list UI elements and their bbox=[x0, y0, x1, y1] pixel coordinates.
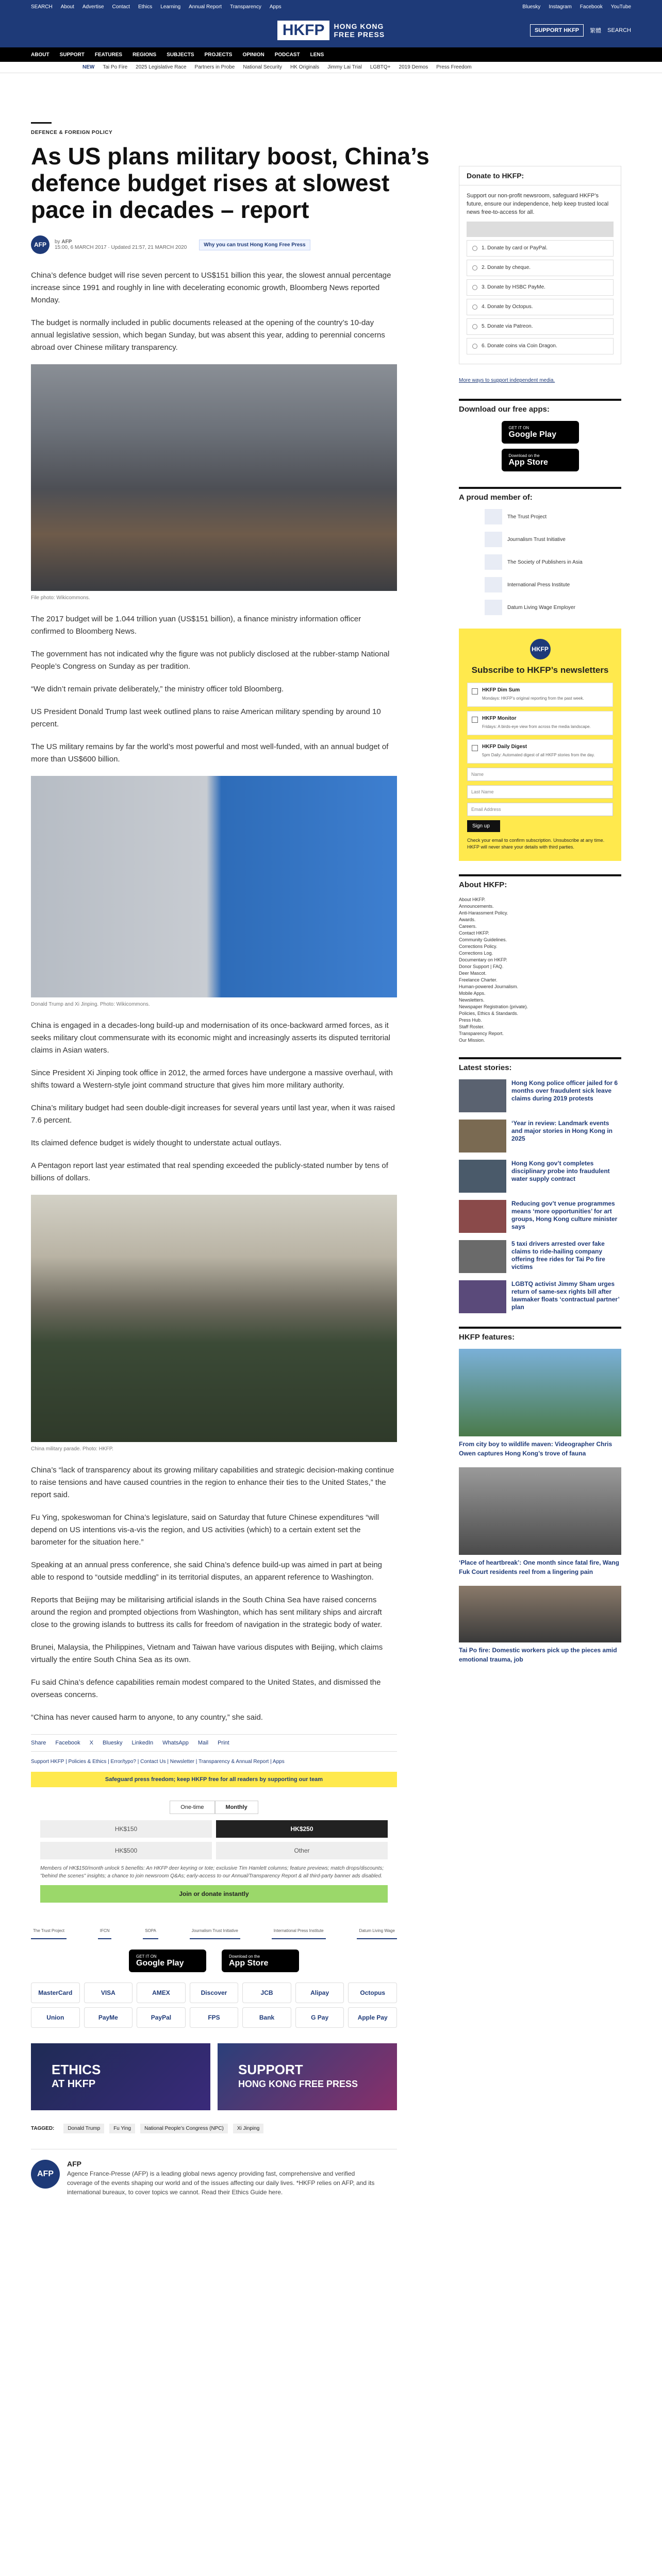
google-play-button[interactable]: GET IT ON Google Play bbox=[502, 421, 579, 444]
donate-option[interactable]: 6. Donate coins via Coin Dragon. bbox=[467, 338, 614, 354]
meta-links[interactable]: Support HKFP | Policies & Ethics | Error/typo? | Contact Us | Newsletter | Transparency & Annual Report | Apps bbox=[31, 1759, 285, 1765]
about-link[interactable]: Corrections Policy. bbox=[459, 944, 498, 949]
member-logo[interactable]: Datum Living Wage Employer bbox=[459, 600, 621, 615]
share-linkedin[interactable]: LinkedIn bbox=[131, 1740, 154, 1746]
join-button[interactable]: Join or donate instantly bbox=[40, 1885, 388, 1903]
nav-item[interactable]: LENS bbox=[310, 52, 324, 58]
app-store-button[interactable]: Download on the App Store bbox=[222, 1950, 299, 1972]
donate-option[interactable]: 5. Donate via Patreon. bbox=[467, 318, 614, 335]
amount-option[interactable]: Other bbox=[216, 1842, 388, 1859]
donate-widget bbox=[31, 1795, 397, 1908]
name-field[interactable]: Name bbox=[467, 768, 613, 781]
payment-icon: MasterCard bbox=[31, 1982, 80, 2003]
partner-logos bbox=[31, 1923, 397, 1939]
payment-icon: Bank bbox=[242, 2007, 291, 2028]
payment-icon: Apple Pay bbox=[348, 2007, 397, 2028]
payment-icon: G Pay bbox=[295, 2007, 344, 2028]
paragraph: Brunei, Malaysia, the Philippines, Vietnam and Taiwan have various disputes with Beijing, which claims virtually the entire South China Sea as its own. bbox=[31, 1643, 383, 1664]
payment-icon: AMEX bbox=[137, 1982, 186, 2003]
paragraph: China’s defence budget will rise seven percent to US$151 billion this year, the slowest annual percentage increase since 1991 and roughly in line with decelerating economic growth, Bloomberg News reported Monday. bbox=[31, 271, 391, 304]
feature-story[interactable]: ‘Place of heartbreak’: One month since fatal fire, Wang Fuk Court residents reel from a lingering pain bbox=[459, 1467, 621, 1577]
about-link[interactable]: Donor Support | FAQ. bbox=[459, 964, 504, 969]
paragraph: The US military remains by far the world’s most powerful and most well-funded, with an annual budget of more than US$600 billion. bbox=[31, 742, 389, 764]
feature-story[interactable]: From city boy to wildlife maven: Videographer Chris Owen captures Hong Kong’s trove of fauna bbox=[459, 1349, 621, 1458]
military-photo bbox=[31, 364, 397, 591]
paragraph: Fu Ying, spokeswoman for China’s legislature, said on Saturday that future Chinese expenditures “will depend on US intentions vis-a-vis the region, and US activities (which) to a certain extent set the barometer for the situation here.” bbox=[31, 1513, 379, 1547]
share-mail[interactable]: Mail bbox=[197, 1740, 209, 1746]
author-bio: Agence France-Presse (AFP) is a leading global news agency providing fast, comprehensive and verified coverage of the events shaping our world and of the issues affecting our daily lives. *HKFP relies on AFP, and its international bureaux, to cover topics we cannot. Read their Ethics Guide here. bbox=[67, 2170, 375, 2196]
article-title: As US plans military boost, China’s defence budget rises at slowest pace in decades – report bbox=[31, 143, 429, 223]
about-link[interactable]: Transparency Report. bbox=[459, 1031, 504, 1036]
about-link[interactable]: Newsletters. bbox=[459, 997, 485, 1003]
category-rule bbox=[31, 122, 52, 124]
newsletter-option[interactable]: HKFP Daily Digest 5pm Daily: Automated digest of all HKFP stories from the day. bbox=[467, 739, 613, 764]
tag[interactable]: Donald Trump bbox=[63, 2124, 104, 2133]
topic-link[interactable]: 2025 Legislative Race bbox=[136, 64, 187, 70]
about-link[interactable]: Staff Roster. bbox=[459, 1024, 485, 1029]
paragraph: “We didn’t remain private deliberately,” the ministry officer told Bloomberg. bbox=[31, 685, 284, 693]
donate-title: Donate to HKFP: bbox=[459, 166, 621, 185]
topic-bar bbox=[0, 62, 662, 73]
member-logo[interactable]: The Trust Project bbox=[459, 509, 621, 524]
header-search[interactable]: SEARCH bbox=[607, 27, 631, 33]
member-logo[interactable]: Journalism Trust Initiative bbox=[459, 532, 621, 547]
photo-caption: File photo: Wikicommons. bbox=[31, 595, 90, 601]
payment-methods bbox=[31, 1982, 397, 2028]
partner-logo[interactable]: Journalism Trust Initiative bbox=[190, 1923, 240, 1939]
latest-story[interactable]: LGBTQ activist Jimmy Sham urges return of same-sex rights bill after lawmaker floats ‘contractual partner’ plan bbox=[459, 1280, 621, 1313]
donate-option[interactable]: 3. Donate by HSBC PayMe. bbox=[467, 279, 614, 296]
partner-logo[interactable]: International Press Institute bbox=[272, 1923, 326, 1939]
newsletter-note: Check your email to confirm subscription. Unsubscribe at any time. HKFP will never share your details with third parties. bbox=[467, 838, 605, 850]
ethics-promo[interactable]: ETHICS AT HKFP bbox=[31, 2043, 210, 2110]
donate-text[interactable]: Support our non-profit newsroom, safeguard HKFP’s future, ensure our independence, help keep trusted local news free-to-access for all. bbox=[467, 193, 609, 215]
top-bar bbox=[0, 0, 662, 13]
paragraph: “China has never caused harm to anyone, to any country,” she said. bbox=[31, 1713, 263, 1722]
payment-icon: Alipay bbox=[295, 1982, 344, 2003]
tag[interactable]: Fu Ying bbox=[109, 2124, 135, 2133]
nav-item[interactable]: PODCAST bbox=[274, 52, 300, 58]
member-logo[interactable]: International Press Institute bbox=[459, 577, 621, 592]
by-label: by bbox=[55, 239, 60, 245]
topbar-item[interactable]: Learning bbox=[160, 4, 181, 10]
share-print[interactable]: Print bbox=[218, 1740, 229, 1746]
paragraph: China’s military budget had seen double-digit increases for several years until last year, when it was raised 7.6 percent. bbox=[31, 1104, 395, 1125]
paragraph: Its claimed defence budget is widely thought to understate actual outlays. bbox=[31, 1139, 282, 1147]
author-name[interactable]: AFP bbox=[61, 239, 72, 245]
latest-story[interactable]: Hong Kong police officer jailed for 6 months over fraudulent sick leave claims during 2019 protests bbox=[459, 1079, 621, 1112]
author-avatar[interactable]: AFP bbox=[31, 2160, 60, 2189]
donate-box bbox=[459, 166, 621, 364]
site-logo[interactable] bbox=[277, 21, 385, 40]
share-label: Share bbox=[31, 1740, 46, 1746]
latest-story[interactable]: Reducing gov’t venue programmes means ‘more opportunities’ for art groups, Hong Kong culture minister says bbox=[459, 1200, 621, 1233]
nav-item[interactable]: PROJECTS bbox=[204, 52, 233, 58]
share-whatsapp[interactable]: WhatsApp bbox=[162, 1740, 189, 1746]
trump-xi-photo bbox=[31, 776, 397, 997]
topic-link[interactable]: Jimmy Lai Trial bbox=[327, 64, 362, 70]
tag[interactable]: National People’s Congress (NPC) bbox=[140, 2124, 228, 2133]
paragraph: The government has not indicated why the figure was not publicly disclosed at the rubber-stamp National People’s Congress on Sunday as per tradition. bbox=[31, 650, 390, 671]
newsletter-title: Subscribe to HKFP’s newsletters bbox=[471, 665, 609, 675]
tag[interactable]: Xi Jinping bbox=[233, 2124, 263, 2133]
payment-icon: Octopus bbox=[348, 1982, 397, 2003]
partner-logo[interactable]: IFCN bbox=[98, 1923, 112, 1939]
partner-logo[interactable]: Datum Living Wage bbox=[357, 1923, 397, 1939]
about-link[interactable]: Awards. bbox=[459, 917, 476, 922]
updated-date: Updated 21:57, 21 MARCH 2020 bbox=[111, 245, 187, 250]
apps-title: Download our free apps: bbox=[459, 399, 621, 414]
topbar-item[interactable]: Contact bbox=[112, 4, 130, 10]
photo-caption: Donald Trump and Xi Jinping. Photo: Wikicommons. bbox=[31, 1002, 150, 1007]
about-link[interactable]: Policies, Ethics & Standards. bbox=[459, 1011, 519, 1016]
latest-story[interactable]: 5 taxi drivers arrested over fake claims to ride-hailing company offering free rides for Tai Po fire victims bbox=[459, 1240, 621, 1273]
tags-label: TAGGED: bbox=[31, 2126, 55, 2131]
amount-option[interactable]: HK$500 bbox=[40, 1842, 212, 1859]
membership-benefits: Members of HK$150/month unlock 5 benefits: An HKFP deer keyring or tote; exclusive Tim Hamlett columns; feature previews; match drops/discounts; "behind the scenes" insights; a chance to join newsroom Q&As; early-access to our Annual/Transparency Report & all third-party banner ads disabled. bbox=[40, 1866, 384, 1879]
topic-link[interactable]: Partners in Probe bbox=[194, 64, 235, 70]
payment-icon: Union bbox=[31, 2007, 80, 2028]
payment-icon: PayPal bbox=[137, 2007, 186, 2028]
payment-icon: PayMe bbox=[84, 2007, 133, 2028]
byline: AFP by AFP 15:00, 6 MARCH 2017 · Updated 21:57, 21 MARCH 2020 Why you can trust Hong Kong Free Press bbox=[31, 235, 438, 254]
main-nav bbox=[0, 47, 662, 62]
article bbox=[31, 73, 438, 2197]
trust-link[interactable]: Why you can trust Hong Kong Free Press bbox=[199, 240, 310, 250]
email-field[interactable]: Email Address bbox=[467, 803, 613, 816]
paragraph: The 2017 budget will be 1.044 trillion yuan (US$151 billion), a finance ministry information officer confirmed to Bloomberg News. bbox=[31, 615, 361, 636]
latest-story[interactable]: Hong Kong gov’t completes disciplinary probe into fraudulent water supply contract bbox=[459, 1160, 621, 1193]
signup-button[interactable]: Sign up bbox=[467, 820, 500, 832]
amount-option[interactable]: HK$150 bbox=[40, 1820, 212, 1838]
about-link[interactable]: Press Hub. bbox=[459, 1018, 482, 1023]
app-store-button[interactable]: Download on the App Store bbox=[502, 449, 579, 471]
article-category[interactable]: DEFENCE & FOREIGN POLICY bbox=[31, 130, 113, 135]
paragraph: Since President Xi Jinping took office in 2012, the armed forces have undergone a massive overhaul, with shifts toward a Western-style joint command structure that gives him more military authority. bbox=[31, 1069, 393, 1090]
sidebar bbox=[459, 73, 621, 2197]
google-play-button[interactable]: GET IT ON Google Play bbox=[129, 1950, 206, 1972]
last-name-field[interactable]: Last Name bbox=[467, 785, 613, 799]
nav-item[interactable]: ABOUT bbox=[31, 52, 49, 58]
newsletter-option[interactable]: HKFP Dim Sum Mondays: HKFP’s original reporting from the past week. bbox=[467, 683, 613, 707]
parade-photo bbox=[31, 1195, 397, 1442]
payment-icon: FPS bbox=[190, 2007, 239, 2028]
about-link[interactable]: Human-powered Journalism. bbox=[459, 984, 519, 989]
share-bar bbox=[31, 1734, 397, 1752]
paragraph: Fu said China’s defence capabilities remain modest compared to the United States, and dismissed the overseas concerns. bbox=[31, 1678, 381, 1699]
about-link[interactable]: Documentary on HKFP. bbox=[459, 957, 507, 962]
tab-monthly[interactable]: Monthly bbox=[215, 1801, 258, 1814]
topbar-item[interactable]: Annual Report bbox=[189, 4, 222, 10]
language-link[interactable]: 繁體 bbox=[590, 28, 602, 34]
new-badge: NEW bbox=[82, 64, 95, 70]
about-link[interactable]: Contact HKFP. bbox=[459, 930, 489, 936]
paragraph: Speaking at an annual press conference, she said China’s defence build-up was aimed in part at being able to respond to “outside meddling” in its territorial disputes, an apparent reference to Washington. bbox=[31, 1561, 382, 1582]
logo-text: HONG KONG FREE PRESS bbox=[334, 22, 385, 39]
paragraph: US President Donald Trump last week outlined plans to raise American military spending by around 10 percent. bbox=[31, 707, 381, 728]
member-title: A proud member of: bbox=[459, 487, 621, 502]
topbar-item[interactable]: Instagram bbox=[549, 4, 572, 10]
newsletter-box bbox=[459, 629, 621, 861]
nav-item[interactable]: OPINION bbox=[242, 52, 264, 58]
features-title: HKFP features: bbox=[459, 1327, 621, 1342]
topic-link[interactable]: LGBTQ+ bbox=[370, 64, 391, 70]
about-link[interactable]: Newspaper Registration (private). bbox=[459, 1004, 528, 1009]
topic-link[interactable]: Press Freedom bbox=[436, 64, 472, 70]
donate-option[interactable]: 4. Donate by Octopus. bbox=[467, 299, 614, 315]
payment-icon: VISA bbox=[84, 1982, 133, 2003]
support-banner[interactable]: Safeguard press freedom; keep HKFP free for all readers by supporting our team bbox=[31, 1772, 397, 1787]
topbar-item[interactable]: Apps bbox=[269, 4, 282, 10]
topbar-item[interactable]: About bbox=[60, 4, 74, 10]
about-link[interactable]: Anti-Harassment Policy. bbox=[459, 910, 508, 916]
paragraph: The budget is normally included in public documents released at the opening of the country’s 10-day annual legislative session, which began Sunday, but was absent this year, adding to perennial concerns abroad over Chinese military transparency. bbox=[31, 318, 385, 352]
topbar-item[interactable]: YouTube bbox=[610, 4, 631, 10]
topic-link[interactable]: 2019 Demos bbox=[399, 64, 428, 70]
topic-link[interactable]: HK Originals bbox=[290, 64, 320, 70]
about-links bbox=[459, 896, 621, 1044]
about-link[interactable]: Careers. bbox=[459, 924, 477, 929]
newsletter-option[interactable]: HKFP Monitor Fridays: A birds-eye view from across the media landscape. bbox=[467, 711, 613, 735]
about-link[interactable]: Community Guidelines. bbox=[459, 937, 507, 942]
about-link[interactable]: Corrections Log. bbox=[459, 951, 493, 956]
about-link[interactable]: About HKFP. bbox=[459, 897, 486, 902]
paragraph: A Pentagon report last year estimated that real spending exceeded the publicly-stated number by tens of billions of dollars. bbox=[31, 1161, 388, 1182]
partner-logo[interactable]: SOPA bbox=[143, 1923, 158, 1939]
support-button[interactable]: SUPPORT HKFP bbox=[530, 24, 584, 37]
topbar-item[interactable]: Advertise bbox=[82, 4, 104, 10]
about-link[interactable]: Deer Mascot. bbox=[459, 971, 487, 976]
topic-link[interactable]: National Security bbox=[243, 64, 282, 70]
payment-icon: JCB bbox=[242, 1982, 291, 2003]
latest-story[interactable]: ‘Year in review: Landmark events and major stories in Hong Kong in 2025 bbox=[459, 1120, 621, 1153]
support-promo[interactable]: SUPPORT HONG KONG FREE PRESS bbox=[218, 2043, 397, 2110]
share-x[interactable]: X bbox=[89, 1740, 94, 1746]
topbar-item[interactable]: Transparency bbox=[230, 4, 261, 10]
about-link[interactable]: Freelance Charter. bbox=[459, 977, 498, 982]
donate-option[interactable]: 1. Donate by card or PayPal. bbox=[467, 240, 614, 257]
nav-item[interactable]: REGIONS bbox=[133, 52, 157, 58]
feature-story[interactable]: Tai Po fire: Domestic workers pick up the pieces amid emotional trauma, job bbox=[459, 1586, 621, 1664]
nav-item[interactable]: SUBJECTS bbox=[167, 52, 194, 58]
nav-item[interactable]: FEATURES bbox=[94, 52, 123, 58]
share-facebook[interactable]: Facebook bbox=[55, 1740, 80, 1746]
promo-banners bbox=[31, 2043, 397, 2110]
latest-title: Latest stories: bbox=[459, 1057, 621, 1072]
author-box bbox=[31, 2149, 397, 2197]
logo-mark: HKFP bbox=[277, 21, 330, 40]
tag-list bbox=[31, 2124, 438, 2133]
more-ways-link[interactable]: More ways to support independent media. bbox=[459, 378, 555, 383]
about-link[interactable]: Our Mission. bbox=[459, 1038, 485, 1043]
donate-embed[interactable] bbox=[467, 222, 614, 237]
member-logo[interactable]: The Society of Publishers in Asia bbox=[459, 554, 621, 570]
paragraph: China is engaged in a decades-long build-up and modernisation of its once-backward armed forces, as it seeks military clout commensurate with its economic might and increasingly asserts its disputed territorial claims in Asian waters. bbox=[31, 1021, 390, 1055]
publish-date: 15:00, 6 MARCH 2017 bbox=[55, 245, 107, 250]
nav-item[interactable]: SUPPORT bbox=[59, 52, 85, 58]
author-box-name[interactable]: AFP bbox=[67, 2160, 81, 2168]
site-header bbox=[0, 13, 662, 47]
topbar-item[interactable]: Bluesky bbox=[522, 4, 541, 10]
payment-icon: Discover bbox=[190, 1982, 239, 2003]
about-title: About HKFP: bbox=[459, 874, 621, 889]
about-link[interactable]: Mobile Apps. bbox=[459, 991, 486, 996]
topic-link[interactable]: Tai Po Fire bbox=[103, 64, 128, 70]
about-link[interactable]: Announcements. bbox=[459, 904, 494, 909]
photo-caption: China military parade. Photo: HKFP. bbox=[31, 1446, 113, 1452]
tab-one-time[interactable]: One-time bbox=[170, 1801, 214, 1814]
topbar-item[interactable]: Facebook bbox=[580, 4, 603, 10]
search-link[interactable]: SEARCH bbox=[31, 4, 53, 10]
partner-logo[interactable]: The Trust Project bbox=[31, 1923, 67, 1939]
amount-option[interactable]: HK$250 bbox=[216, 1820, 388, 1838]
paragraph: Reports that Beijing may be militarising artificial islands in the South China Sea have raised concerns around the region and prompted objections from Washington, which has sent military ships and aircraft close to the growing islands to buttress its calls for freedom of navigation in the strategic body of water. bbox=[31, 1596, 383, 1629]
app-buttons bbox=[31, 1950, 397, 1972]
hkfp-avatar: HKFP bbox=[530, 639, 551, 659]
topbar-item[interactable]: Ethics bbox=[138, 4, 153, 10]
donate-option[interactable]: 2. Donate by cheque. bbox=[467, 260, 614, 276]
paragraph: China’s “lack of transparency about its growing military capabilities and strategic decision-making continue to raise tensions and have caused countries in the region to enhance their ties to the United States,” the report said. bbox=[31, 1466, 394, 1499]
author-avatar[interactable]: AFP bbox=[31, 235, 49, 254]
share-bluesky[interactable]: Bluesky bbox=[103, 1740, 123, 1746]
